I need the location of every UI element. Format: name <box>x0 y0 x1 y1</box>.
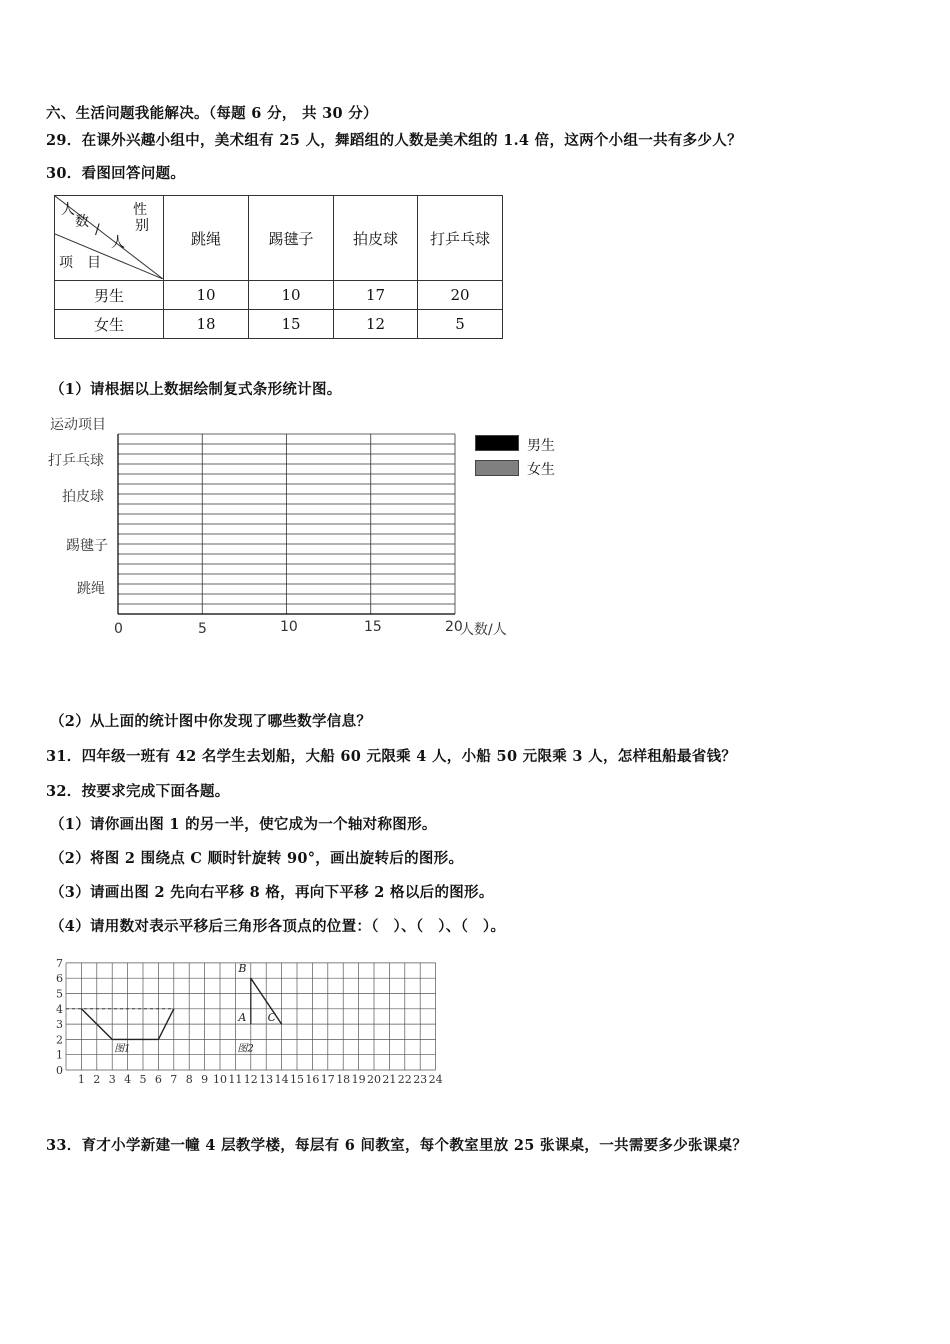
chart-x-label: 人数/人 <box>460 622 507 638</box>
row-label: 女生 <box>55 310 164 339</box>
diag-label-xing: 性 <box>133 202 147 218</box>
grid-x-label: 2 <box>93 1073 101 1086</box>
table-cell: 18 <box>164 310 249 339</box>
grid-y-label: 3 <box>56 1018 63 1032</box>
diag-label-person: 人 <box>111 235 125 251</box>
grid-x-label: 4 <box>124 1073 132 1086</box>
chart-x-tick: 20 <box>445 619 463 635</box>
diag-label-shu: 数 <box>75 214 89 230</box>
chart-y-label: 运动项目 <box>50 417 106 433</box>
chart-x-tick: 15 <box>364 619 382 635</box>
table-cell: 12 <box>334 310 418 339</box>
grid-x-label: 9 <box>201 1073 209 1086</box>
question-30: 30．看图回答问题。 <box>46 165 186 182</box>
chart-category: 拍皮球 <box>62 489 104 505</box>
figure-2-label: 图2 <box>237 1043 254 1055</box>
legend-label-girls: 女生 <box>527 462 555 478</box>
grid-y-label: 0 <box>56 1064 63 1077</box>
grid-x-label: 21 <box>382 1073 397 1086</box>
question-32-3: （3）请画出图 2 先向右平移 8 格，再向下平移 2 格以后的图形。 <box>50 884 494 901</box>
col-header: 拍皮球 <box>334 196 418 281</box>
grid-x-label: 11 <box>228 1073 243 1086</box>
point-a-label: A <box>238 1011 247 1025</box>
grid-y-label: 5 <box>56 987 63 1001</box>
table-cell: 15 <box>249 310 334 339</box>
diag-label-ren: 人 <box>61 202 75 218</box>
question-33: 33．育才小学新建一幢 4 层教学楼，每层有 6 间教室，每个教室里放 25 张课桌，一共需要多少张课桌？ <box>46 1137 748 1154</box>
point-c-label: C <box>267 1011 277 1025</box>
diag-label-bie: 别 <box>135 218 149 234</box>
grid-x-label: 8 <box>185 1073 193 1086</box>
question-32: 32．按要求完成下面各题。 <box>46 783 230 800</box>
chart-x-tick: 10 <box>280 619 298 635</box>
point-b-label: B <box>238 962 247 976</box>
grid-x-label: 16 <box>305 1073 320 1086</box>
question-29: 29．在课外兴趣小组中，美术组有 25 人，舞蹈组的人数是美术组的 1.4 倍，这两个小组一共有多少人？ <box>46 132 742 149</box>
question-32-4: （4）请用数对表示平移后三角形各顶点的位置：（ ）、（ ）、（ ）。 <box>50 918 506 935</box>
grid-x-label: 13 <box>259 1073 274 1086</box>
chart-category: 踢毽子 <box>66 538 108 554</box>
grid-x-label: 6 <box>154 1073 162 1086</box>
table-cell: 20 <box>418 281 503 310</box>
question-30-2: （2）从上面的统计图中你发现了哪些数学信息？ <box>50 713 372 730</box>
col-header: 打乒乓球 <box>418 196 503 281</box>
grid-y-label: 4 <box>56 1002 63 1016</box>
table-cell: 10 <box>164 281 249 310</box>
grid-x-label: 5 <box>139 1073 147 1086</box>
grid-x-label: 24 <box>428 1073 443 1086</box>
table-cell: 5 <box>418 310 503 339</box>
question-32-1: （1）请你画出图 1 的另一半，使它成为一个轴对称图形。 <box>50 816 437 833</box>
question-32-2: （2）将图 2 围绕点 C 顺时针旋转 90°，画出旋转后的图形。 <box>50 850 464 867</box>
grid-y-label: 6 <box>56 972 63 986</box>
chart-category: 跳绳 <box>77 581 105 597</box>
legend-label-boys: 男生 <box>527 438 555 454</box>
table-cell: 17 <box>334 281 418 310</box>
section-heading: 六、生活问题我能解决。（每题 6 分， 共 30 分） <box>46 105 378 122</box>
grid-x-label: 20 <box>367 1073 381 1086</box>
grid-y-label: 2 <box>56 1033 63 1047</box>
grid-x-label: 19 <box>351 1073 366 1086</box>
grid-x-label: 10 <box>213 1073 227 1086</box>
question-31: 31．四年级一班有 42 名学生去划船，大船 60 元限乘 4 人，小船 50 元限乘 3 人，怎样租船最省钱？ <box>46 748 737 765</box>
grid-x-label: 7 <box>170 1073 178 1086</box>
grid-x-label: 14 <box>274 1073 289 1086</box>
grid-x-label: 12 <box>243 1073 258 1086</box>
grid-x-label: 22 <box>397 1073 412 1086</box>
grid-x-label: 3 <box>108 1073 116 1086</box>
row-label: 男生 <box>55 281 164 310</box>
table-cell: 10 <box>249 281 334 310</box>
grid-x-label: 18 <box>336 1073 351 1086</box>
chart-category: 打乒乓球 <box>48 453 104 469</box>
grid-x-label: 15 <box>290 1073 304 1086</box>
grid-x-label: 17 <box>320 1073 335 1086</box>
figure-1-label: 图1 <box>114 1043 131 1055</box>
col-header: 踢毽子 <box>249 196 334 281</box>
col-header: 跳绳 <box>164 196 249 281</box>
grid-x-label: 1 <box>77 1073 85 1086</box>
chart-x-tick: 5 <box>198 621 207 637</box>
grid-x-label: 23 <box>413 1073 428 1086</box>
chart-x-tick: 0 <box>114 621 123 637</box>
question-30-1: （1）请根据以上数据绘制复式条形统计图。 <box>50 381 342 398</box>
grid-y-label: 7 <box>56 956 63 970</box>
grid-y-label: 1 <box>56 1048 63 1062</box>
diag-label-item: 项 目 <box>59 255 101 271</box>
diag-label-slash: / <box>95 222 100 238</box>
